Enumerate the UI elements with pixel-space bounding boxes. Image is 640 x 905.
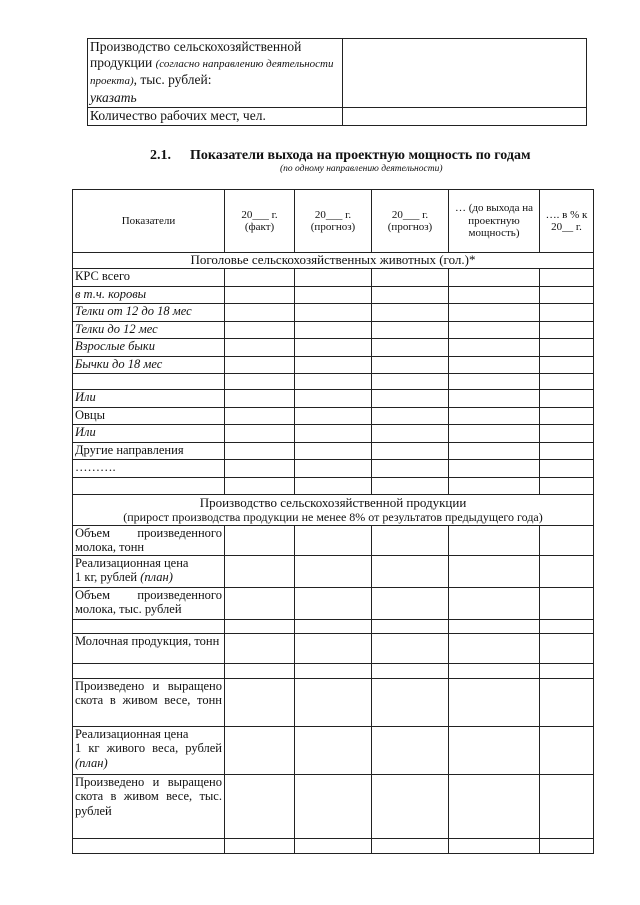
value-cell[interactable] [449, 477, 540, 494]
value-cell[interactable] [372, 774, 449, 838]
summary-label-line2: продукции [90, 54, 153, 70]
value-cell[interactable] [295, 587, 372, 619]
value-cell[interactable] [372, 678, 449, 726]
table-row [73, 460, 594, 478]
section-heading [150, 148, 531, 164]
value-cell[interactable] [449, 663, 540, 678]
value-cell[interactable] [449, 678, 540, 726]
section-row-livestock [73, 253, 594, 269]
value-cell[interactable] [295, 269, 372, 287]
value-cell[interactable] [540, 633, 594, 663]
spacer-row-label [73, 663, 225, 678]
value-cell[interactable] [372, 321, 449, 339]
value-cell[interactable] [540, 525, 594, 555]
value-cell[interactable] [372, 304, 449, 322]
production-title: Производство сельскохозяйственной продукции [199, 494, 467, 510]
livestock-row-label: Другие направления [73, 442, 225, 460]
value-cell[interactable] [372, 555, 449, 587]
summary-label-hint: указать [90, 89, 137, 105]
milk-price-label [73, 555, 225, 587]
value-cell[interactable] [225, 390, 295, 408]
value-cell[interactable] [449, 587, 540, 619]
milk-price-line1: Реализационная цена [75, 555, 189, 570]
value-cell[interactable] [449, 304, 540, 322]
value-cell[interactable] [295, 774, 372, 838]
value-cell[interactable] [372, 525, 449, 555]
value-cell[interactable] [295, 356, 372, 374]
value-cell[interactable] [225, 304, 295, 322]
value-cell[interactable] [225, 663, 295, 678]
livestock-row-label: ………. [73, 460, 225, 478]
value-cell[interactable] [540, 726, 594, 774]
livestock-value-label: Произведено и выращено скота в живом весе, тыс. рублей [73, 774, 225, 838]
value-cell[interactable] [295, 321, 372, 339]
value-cell[interactable] [295, 678, 372, 726]
summary-label-jobs: Количество рабочих мест, чел. [88, 108, 343, 126]
col-header-forecast-1: 20___ г. (прогноз) [295, 190, 372, 253]
table-row [73, 286, 594, 304]
value-cell[interactable] [225, 633, 295, 663]
value-cell[interactable] [449, 321, 540, 339]
value-cell[interactable] [372, 460, 449, 478]
section-subtitle: (по одному направлению деятельности) [280, 164, 443, 174]
summary-row-jobs [88, 108, 587, 126]
value-cell[interactable] [449, 838, 540, 853]
value-cell[interactable] [225, 477, 295, 494]
value-cell[interactable] [449, 339, 540, 357]
value-cell[interactable] [372, 425, 449, 443]
summary-table [87, 38, 587, 126]
value-cell[interactable] [372, 339, 449, 357]
value-cell[interactable] [372, 356, 449, 374]
value-cell[interactable] [449, 407, 540, 425]
value-cell[interactable] [540, 304, 594, 322]
livestock-row-label: Телки от 12 до 18 мес [73, 304, 225, 322]
value-cell[interactable] [540, 555, 594, 587]
col-header-indicators: Показатели [73, 190, 225, 253]
value-cell[interactable] [540, 477, 594, 494]
section-row-production [73, 494, 594, 525]
value-cell[interactable] [295, 619, 372, 633]
section-number: 2.1. [150, 148, 171, 163]
value-cell[interactable] [372, 587, 449, 619]
value-cell[interactable] [225, 774, 295, 838]
value-cell[interactable] [372, 633, 449, 663]
value-cell[interactable] [449, 555, 540, 587]
table-row [73, 525, 594, 555]
col-header-to-capacity: … (до выхода на проектную мощность) [449, 190, 540, 253]
value-cell[interactable] [449, 633, 540, 663]
value-cell[interactable] [295, 477, 372, 494]
value-cell[interactable] [449, 425, 540, 443]
summary-row-production [88, 39, 587, 108]
value-cell[interactable] [372, 619, 449, 633]
milk-price-plan: (план) [140, 570, 173, 584]
table-row [73, 390, 594, 408]
value-cell[interactable] [225, 425, 295, 443]
value-cell[interactable] [540, 339, 594, 357]
milk-price-line2: 1 кг, рублей [75, 570, 138, 584]
value-cell[interactable] [540, 374, 594, 390]
value-cell[interactable] [449, 390, 540, 408]
value-cell[interactable] [225, 619, 295, 633]
value-cell[interactable] [295, 663, 372, 678]
value-cell[interactable] [225, 678, 295, 726]
value-cell[interactable] [225, 525, 295, 555]
value-cell[interactable] [225, 838, 295, 853]
value-cell[interactable] [540, 619, 594, 633]
value-cell[interactable] [225, 555, 295, 587]
table-header-row [73, 190, 594, 253]
table-row [73, 678, 594, 726]
value-cell[interactable] [295, 374, 372, 390]
table-row [73, 304, 594, 322]
value-cell[interactable] [225, 587, 295, 619]
value-cell[interactable] [372, 477, 449, 494]
value-cell[interactable] [540, 774, 594, 838]
livestock-row-label: КРС всего [73, 269, 225, 287]
livestock-weight-label: Произведено и выращено скота в живом весе, тонн [73, 678, 225, 726]
livestock-row-label: Взрослые быки [73, 339, 225, 357]
value-cell[interactable] [225, 286, 295, 304]
value-cell[interactable] [295, 304, 372, 322]
value-cell[interactable] [225, 269, 295, 287]
value-cell[interactable] [449, 356, 540, 374]
table-row [73, 356, 594, 374]
value-cell[interactable] [540, 838, 594, 853]
value-cell[interactable] [449, 269, 540, 287]
value-cell[interactable] [225, 321, 295, 339]
livestock-price-line1: Реализационная цена [75, 726, 189, 741]
value-cell[interactable] [295, 633, 372, 663]
value-cell[interactable] [372, 663, 449, 678]
summary-label-line1: Производство сельскохозяйственной [90, 39, 302, 54]
value-cell[interactable] [540, 269, 594, 287]
value-cell[interactable] [295, 726, 372, 774]
value-cell[interactable] [372, 286, 449, 304]
livestock-row-label [73, 374, 225, 390]
table-row [73, 407, 594, 425]
livestock-row-label: Телки до 12 мес [73, 321, 225, 339]
table-row [73, 321, 594, 339]
table-row [73, 633, 594, 663]
livestock-row-label: в т.ч. коровы [73, 286, 225, 304]
milk-volume-label: Объем произведенного молока, тонн [73, 525, 225, 555]
value-cell[interactable] [449, 774, 540, 838]
table-row [73, 477, 594, 494]
value-cell[interactable] [225, 726, 295, 774]
livestock-price-line2: 1 кг живого веса, рублей [75, 741, 222, 755]
livestock-row-label: Или [73, 425, 225, 443]
value-cell[interactable] [295, 555, 372, 587]
table-row [73, 838, 594, 853]
value-cell[interactable] [372, 269, 449, 287]
col-header-fact: 20___ г. (факт) [225, 190, 295, 253]
livestock-row-label: Овцы [73, 407, 225, 425]
value-cell[interactable] [372, 407, 449, 425]
value-cell[interactable] [295, 460, 372, 478]
value-cell[interactable] [540, 442, 594, 460]
value-cell[interactable] [225, 407, 295, 425]
section-title: Показатели выхода на проектную мощность по годам [190, 148, 531, 163]
milk-value-label: Объем произведенного молока, тыс. рублей [73, 587, 225, 619]
production-note: (прирост производства продукции не менее 8% от результатов предыдущего года) [123, 509, 543, 524]
summary-value-production[interactable] [343, 39, 587, 108]
dairy-label: Молочная продукция, тонн [73, 633, 225, 663]
value-cell[interactable] [449, 525, 540, 555]
value-cell[interactable] [295, 525, 372, 555]
table-row [73, 663, 594, 678]
value-cell[interactable] [540, 663, 594, 678]
value-cell[interactable] [540, 390, 594, 408]
summary-label-note: (согласно направлению деятельности проекта) [90, 57, 334, 87]
value-cell[interactable] [540, 321, 594, 339]
spacer-row-label [73, 619, 225, 633]
summary-label-unit: , тыс. рублей: [133, 72, 212, 87]
value-cell[interactable] [295, 838, 372, 853]
value-cell[interactable] [540, 587, 594, 619]
indicators-table-body [73, 190, 594, 854]
value-cell[interactable] [540, 460, 594, 478]
section-title-livestock: Поголовье сельскохозяйственных животных (гол.)* [73, 253, 594, 269]
table-row [73, 442, 594, 460]
livestock-row-label: Или [73, 390, 225, 408]
table-row [73, 425, 594, 443]
table-row [73, 269, 594, 287]
value-cell[interactable] [225, 374, 295, 390]
value-cell[interactable] [225, 356, 295, 374]
value-cell[interactable] [449, 286, 540, 304]
table-row [73, 339, 594, 357]
col-header-percent: …. в % к 20__ г. [540, 190, 594, 253]
value-cell[interactable] [540, 425, 594, 443]
value-cell[interactable] [225, 339, 295, 357]
value-cell[interactable] [225, 442, 295, 460]
summary-label-production [88, 39, 343, 108]
col-header-forecast-2: 20___ г. (прогноз) [372, 190, 449, 253]
value-cell[interactable] [372, 726, 449, 774]
value-cell[interactable] [295, 407, 372, 425]
value-cell[interactable] [540, 286, 594, 304]
value-cell[interactable] [372, 390, 449, 408]
table-row [73, 374, 594, 390]
value-cell[interactable] [295, 442, 372, 460]
table-row [73, 555, 594, 587]
value-cell[interactable] [449, 726, 540, 774]
livestock-price-plan: (план) [75, 755, 108, 770]
value-cell[interactable] [540, 356, 594, 374]
livestock-price-label [73, 726, 225, 774]
value-cell[interactable] [295, 286, 372, 304]
value-cell[interactable] [295, 390, 372, 408]
value-cell[interactable] [449, 619, 540, 633]
livestock-row-label [73, 477, 225, 494]
value-cell[interactable] [449, 460, 540, 478]
livestock-row-label: Бычки до 18 мес [73, 356, 225, 374]
value-cell[interactable] [372, 374, 449, 390]
value-cell[interactable] [449, 374, 540, 390]
value-cell[interactable] [295, 339, 372, 357]
summary-value-jobs[interactable] [343, 108, 587, 126]
table-row [73, 619, 594, 633]
value-cell[interactable] [372, 442, 449, 460]
value-cell[interactable] [540, 407, 594, 425]
table-row [73, 726, 594, 774]
value-cell[interactable] [372, 838, 449, 853]
table-row [73, 587, 594, 619]
indicators-table [72, 189, 594, 854]
value-cell[interactable] [295, 425, 372, 443]
section-title-production [73, 494, 594, 525]
table-row [73, 774, 594, 838]
value-cell[interactable] [540, 678, 594, 726]
value-cell[interactable] [449, 442, 540, 460]
value-cell[interactable] [225, 460, 295, 478]
spacer-row-label [73, 838, 225, 853]
